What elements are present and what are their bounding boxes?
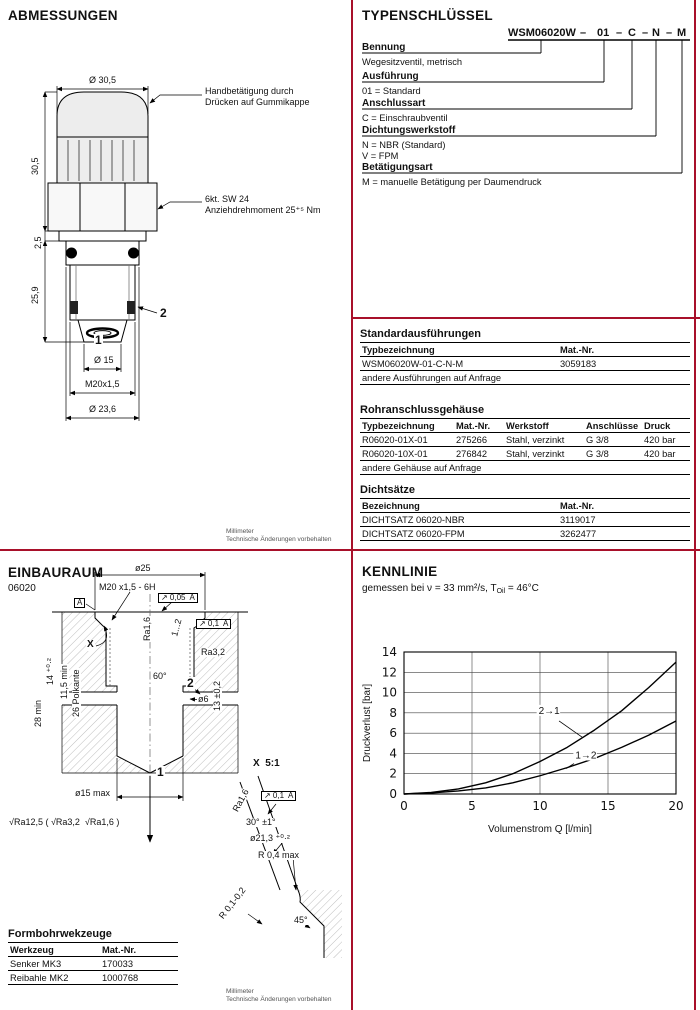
typekey-description: V = FPM — [362, 150, 399, 161]
y-tick-label: 2 — [389, 766, 397, 781]
dimension-label: ø15 max — [75, 788, 111, 798]
typekey-description: C = Einschraubventil — [362, 113, 448, 123]
table-note-standard: andere Ausführungen auf Anfrage — [360, 371, 690, 385]
typekey-group — [362, 162, 622, 188]
curve-label: 1→2 — [575, 750, 597, 762]
abmessungen-labels — [0, 0, 352, 549]
section-einbauraum — [0, 560, 352, 1010]
typecode — [352, 27, 698, 41]
table-cell: 3262477 — [558, 527, 690, 541]
standard-table — [360, 343, 690, 371]
typecode-part: 01 — [597, 27, 610, 39]
y-tick-label: 6 — [389, 726, 397, 741]
typekey-group — [362, 42, 622, 68]
table-cell: 276842 — [454, 447, 504, 461]
dimension-label: 30° ±1° — [246, 817, 276, 827]
dimension-label: R 0,4 max — [258, 850, 300, 860]
section-kennlinie — [352, 551, 698, 1010]
table-title-formbohr: Formbohrwekzeuge — [8, 928, 178, 943]
x-tick-label: 10 — [532, 799, 548, 813]
dimension-label: 1 — [157, 765, 164, 779]
dimension-label: 14 ⁺⁰·² — [45, 658, 55, 685]
typekey-label: Anschlussart — [362, 98, 426, 109]
tolerance-frame: ↗ 0,1 A — [261, 791, 296, 801]
table-cell: 420 bar — [642, 433, 690, 447]
conditions-text: = 46°C — [505, 583, 539, 594]
typekey-group — [362, 125, 622, 162]
x-tick-label: 0 — [400, 799, 408, 813]
table-header-row — [8, 943, 178, 957]
dimension-label: 26 Polkante — [71, 669, 81, 717]
typecode-part: C — [628, 27, 636, 39]
table-row — [360, 447, 690, 461]
dimension-label: Ø 23,6 — [89, 404, 117, 414]
tolerance-frame: A — [74, 598, 85, 608]
measurement-conditions — [362, 583, 539, 595]
dimension-label: R 0,1-0,2 — [216, 885, 248, 921]
footnote-line: Millimeter — [226, 528, 254, 535]
y-tick-label: 12 — [381, 665, 397, 680]
dichtsaetze-table — [360, 499, 690, 541]
section-title-kennlinie: KENNLINIE — [362, 564, 438, 579]
typecode-separator: – — [642, 27, 649, 39]
column-header: Werkstoff — [504, 419, 584, 433]
x-tick-label: 15 — [600, 799, 616, 813]
dimension-label: M20 x1,5 - 6H — [99, 582, 156, 592]
dimension-label: Ø 30,5 — [89, 75, 117, 85]
table-cell: Reibahle MK2 — [8, 971, 100, 985]
table-row — [8, 971, 178, 985]
column-header: Druck — [642, 419, 690, 433]
table-row — [360, 513, 690, 527]
table-cell: R06020-10X-01 — [360, 447, 454, 461]
table-cell: 420 bar — [642, 447, 690, 461]
tolerance-frame: ↗ 0,05 A — [158, 593, 198, 603]
y-tick-label: 0 — [389, 787, 397, 801]
table-cell: 1000768 — [100, 971, 178, 985]
footnote-abmessungen — [226, 528, 332, 544]
dimension-label: 1 — [95, 333, 102, 347]
table-title-standard: Standardausführungen — [360, 328, 690, 343]
curve-label: 2→1 — [538, 705, 560, 717]
dimension-label: Anziehdrehmoment 25⁺⁵ Nm — [205, 205, 321, 215]
dimension-label: 60° — [153, 671, 167, 681]
column-header: Mat.-Nr. — [558, 499, 690, 513]
divider-horizontal-right — [352, 317, 700, 319]
cavity-code: 06020 — [8, 583, 36, 594]
column-header: Werkzeug — [8, 943, 100, 957]
column-header: Mat.-Nr. — [558, 343, 690, 357]
x-axis-label: Volumenstrom Q [l/min] — [488, 824, 592, 835]
conditions-subscript: Oil — [496, 588, 506, 595]
table-cell: WSM06020W-01-C-N-M — [360, 357, 558, 371]
table-title-rohr: Rohranschlussgehäuse — [360, 404, 690, 419]
dimension-label: 2,5 — [33, 236, 43, 249]
formbohrwerkzeuge-block — [8, 928, 178, 985]
table-cell: 170033 — [100, 957, 178, 971]
table-cell: Stahl, verzinkt — [504, 433, 584, 447]
table-cell: G 3/8 — [584, 447, 642, 461]
typekey-label: Dichtungswerkstoff — [362, 125, 456, 136]
dimension-label: Ra1,6 — [142, 616, 152, 641]
typekey-description: N = NBR (Standard) — [362, 140, 446, 150]
standardausfuehrungen-block — [360, 328, 690, 385]
y-tick-label: 4 — [389, 746, 397, 761]
typekey-description: 01 = Standard — [362, 86, 421, 96]
curve-label-leader — [559, 721, 582, 737]
table-row — [360, 527, 690, 541]
dimension-label: M20x1,5 — [85, 379, 120, 389]
typecode-part: WSM06020W — [508, 27, 576, 39]
table-row — [360, 433, 690, 447]
section-title-abmessungen: ABMESSUNGEN — [8, 8, 118, 23]
table-title-dicht: Dichtsätze — [360, 484, 690, 499]
section-abmessungen — [0, 0, 352, 549]
table-header-row — [360, 499, 690, 513]
typekey-group — [362, 71, 622, 97]
table-cell: DICHTSATZ 06020-FPM — [360, 527, 558, 541]
typekey-label: Ausführung — [362, 71, 419, 82]
tolerance-frame: ↗ 0,1 A — [196, 619, 231, 629]
dimension-label: 25,9 — [30, 286, 40, 304]
dimension-label: Ø 15 — [94, 355, 114, 365]
dimension-label: ø25 — [135, 563, 151, 573]
dimension-label: X 5:1 — [253, 758, 280, 769]
x-tick-label: 5 — [468, 799, 476, 813]
table-cell: 3059183 — [558, 357, 690, 371]
column-header: Typbezeichnung — [360, 343, 558, 357]
column-header: Typbezeichnung — [360, 419, 454, 433]
dimension-label: 30,5 — [30, 157, 40, 175]
table-row — [8, 957, 178, 971]
column-header: Mat.-Nr. — [100, 943, 178, 957]
dimension-label: ø6 — [198, 694, 209, 704]
section-title-typenschluessel: TYPENSCHLÜSSEL — [362, 8, 493, 23]
table-row — [360, 357, 690, 371]
y-axis-label: Druckverlust [bar] — [362, 683, 373, 763]
dimension-label: 2 — [187, 676, 194, 690]
dimension-label: Drücken auf Gummikappe — [205, 97, 310, 107]
table-header-row — [360, 419, 690, 433]
table-cell: Stahl, verzinkt — [504, 447, 584, 461]
section-title-einbauraum: EINBAURAUM — [8, 565, 104, 580]
table-cell: R06020-01X-01 — [360, 433, 454, 447]
conditions-text: gemessen bei ν = 33 mm²/s, T — [362, 583, 497, 594]
table-cell: Senker MK3 — [8, 957, 100, 971]
typekey-label: Bennung — [362, 42, 406, 53]
footnote-line: Technische Änderungen vorbehalten — [226, 536, 332, 544]
typecode-part: M — [677, 27, 687, 39]
formbohr-table — [8, 943, 178, 985]
dimension-label: 11,5 min — [59, 665, 69, 699]
dimension-label: √Ra12,5 ( √Ra3,2 √Ra1,6 ) — [9, 817, 120, 827]
table-header-row — [360, 343, 690, 357]
table-note-rohr: andere Gehäuse auf Anfrage — [360, 461, 690, 475]
table-cell: 275266 — [454, 433, 504, 447]
dimension-label: Ra3,2 — [201, 647, 226, 657]
dimension-label: 13 ±0,2 — [212, 681, 222, 711]
column-header: Bezeichnung — [360, 499, 558, 513]
dimension-label: X — [87, 639, 94, 650]
dimension-label: ø21,3 ⁺⁰·² — [250, 833, 290, 843]
typecode-part: N — [652, 27, 660, 39]
table-cell: DICHTSATZ 06020-NBR — [360, 513, 558, 527]
dimension-label: Ra1,6 — [230, 787, 251, 814]
typecode-separator: – — [580, 27, 587, 39]
y-tick-label: 8 — [389, 705, 397, 720]
dimension-label: 45° — [294, 915, 308, 925]
dimension-label: 1...2 — [169, 617, 184, 638]
footnote-einbauraum — [226, 988, 332, 1004]
column-header: Mat.-Nr. — [454, 419, 504, 433]
x-tick-label: 20 — [668, 799, 684, 813]
rohranschlussgehaeuse-block — [360, 404, 690, 475]
dimension-label: 28 min — [33, 699, 43, 727]
typekey-description: M = manuelle Betätigung per Daumendruck — [362, 177, 542, 187]
y-tick-label: 10 — [381, 685, 397, 700]
table-cell: G 3/8 — [584, 433, 642, 447]
dimension-label: Handbetätigung durch — [205, 86, 294, 96]
footnote-line: Technische Änderungen vorbehalten — [226, 996, 332, 1004]
rohranschluss-table — [360, 419, 690, 461]
typecode-separator: – — [616, 27, 623, 39]
table-cell: 3119017 — [558, 513, 690, 527]
kennlinie-chart — [356, 630, 696, 840]
typekey-description: Wegesitzventil, metrisch — [362, 57, 463, 67]
footnote-line: Millimeter — [226, 988, 254, 995]
dichtsaetze-block — [360, 484, 690, 541]
typecode-separator: – — [666, 27, 673, 39]
typekey-label: Betätigungsart — [362, 162, 433, 173]
column-header: Anschlüsse — [584, 419, 642, 433]
dimension-label: 6kt. SW 24 — [205, 194, 250, 204]
dimension-label: 2 — [160, 306, 167, 320]
section-typenschluessel — [352, 0, 698, 317]
typekey-group — [362, 98, 622, 124]
y-tick-label: 14 — [381, 645, 397, 659]
